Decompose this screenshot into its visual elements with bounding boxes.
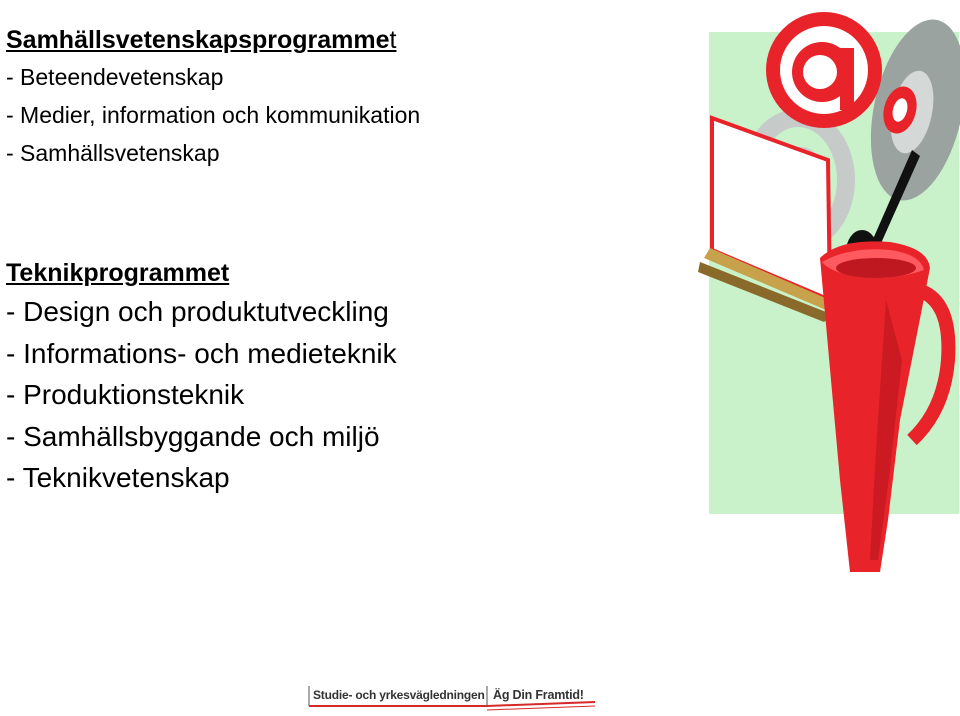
section-heading: Samhällsvetenskapsprogrammet bbox=[6, 26, 397, 54]
list-item: - Teknikvetenskap bbox=[6, 462, 230, 493]
footer-left-text: Studie- och yrkesvägledningen bbox=[313, 688, 485, 702]
list-item: - Samhällsbyggande och miljö bbox=[6, 420, 380, 452]
footer-right-text: Äg Din Framtid! bbox=[493, 688, 584, 702]
list-item: - Informations- och medieteknik bbox=[6, 337, 397, 369]
footer-logo bbox=[305, 682, 600, 716]
section-teknik bbox=[6, 255, 397, 499]
list-item: - Medier, information och kommunikation bbox=[6, 102, 421, 128]
list-item: - Produktionsteknik bbox=[6, 379, 245, 410]
section-samhallsvetenskap bbox=[6, 22, 420, 172]
list-item: - Design och produktutveckling bbox=[6, 296, 389, 327]
section-heading: Teknikprogrammet bbox=[6, 259, 230, 287]
list-item: - Samhällsvetenskap bbox=[6, 140, 220, 166]
megaphone-clipart-icon bbox=[690, 0, 960, 580]
list-item: - Beteendevetenskap bbox=[6, 64, 224, 90]
